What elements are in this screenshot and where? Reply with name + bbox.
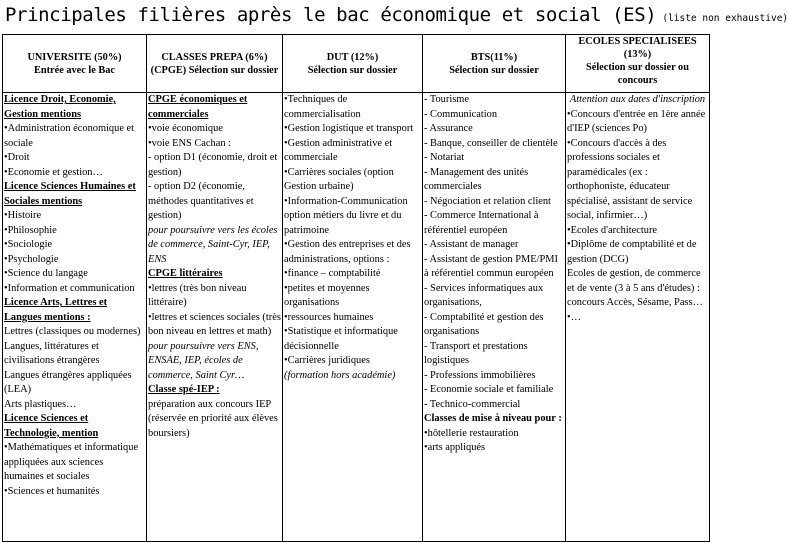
title-main: Principales filières après le bac économique et social (ES) [5,4,657,26]
prepa-note-1: pour poursuivre vers les écoles de commerce, Saint-Cyr, IEP, ENS [148,224,278,265]
university-item: Arts plastiques… [4,398,77,410]
ecoles-item: •Diplôme de comptabilité et de gestion (DCG) [567,239,697,265]
university-heading-1: Licence Droit, Economie, Gestion mentions [4,94,116,120]
bts-item: - Comptabilité et gestion des organisations [424,311,544,337]
university-item: •Administration économique et sociale [4,123,135,149]
university-heading-3: Licence Arts, Lettres et Langues mentions : [4,297,108,323]
university-item: Langues étrangères appliquées (LEA) [4,369,132,395]
bts-item: •hôtellerie restauration [424,427,519,439]
university-item: •Sciences et humanités [4,485,100,497]
dut-item: •Techniques de commercialisation [284,94,361,120]
university-item: •Histoire [4,210,42,221]
col-dut [283,93,423,542]
ecoles-item: •… [567,311,582,323]
prepa-item: - option D1 (économie, droit et gestion) [148,152,278,178]
col-universite [3,93,147,542]
university-heading-2: Licence Sciences Humaines et Sociales mentions [4,181,136,207]
bts-item: •arts appliqués [424,442,486,453]
university-item: Langues, littératures et civilisations étrangères [4,340,100,366]
bts-item: - Transport et prestations logistiques [424,340,528,366]
prepa-item: •voie ENS Cachan : [148,137,231,149]
bts-item: - Technico-commercial [424,398,521,410]
bts-item: - Assurance [424,123,473,134]
header-universite: UNIVERSITE (50%) Entrée avec le Bac [3,35,147,93]
page-title [5,4,788,30]
header-row [3,35,710,93]
bts-item: - Professions immobilières [424,369,536,381]
bts-item: - Communication [424,108,498,120]
col-ecoles [566,93,710,542]
filieres-table [2,34,710,542]
ecoles-item: Ecoles de gestion, de commerce et de vente (3 à 5 ans d'études) : concours Accès, Sésame, Pass… [567,268,703,308]
bts-item: - Management des unités commerciales [424,166,529,192]
dut-note: (formation hors académie) [284,369,396,381]
bts-item: - Négociation et relation client [424,195,551,207]
university-item: •Sociologie [4,239,53,250]
prepa-item: •lettres (très bon niveau littéraire) [148,282,247,308]
university-item: •Philosophie [4,224,57,236]
prepa-note-2: pour poursuivre vers ENS, ENSAE, IEP, écoles de commerce, Saint Cyr… [148,340,259,381]
prepa-heading-1: CPGE économiques et commerciales [148,94,248,120]
university-item: •Science du langage [4,268,88,279]
bts-item: - Assistant de manager [424,239,519,250]
dut-item: •Gestion logistique et transport [284,123,414,134]
ecoles-item: •Concours d'accès à des professions sociales et paramédicales (ex : orthophoniste, éducateur spécialisé, assistant de service social, infirmier…) [567,137,693,221]
university-item: •Information et communication [4,282,135,294]
bts-item: - Economie sociale et familiale [424,384,554,395]
dut-item: •Gestion des entreprises et des administrations, options : [284,239,411,265]
col-bts [423,93,566,542]
prepa-item: •lettres et sciences sociales (très bon niveau en lettres et math) [148,311,281,337]
content-row [3,93,710,542]
dut-item: •ressources humaines [284,311,374,323]
dut-item: •Statistique et informatique décisionnelle [284,326,398,352]
ecoles-item: •Concours d'entrée en 1ère année d'IEP (sciences Po) [567,108,706,134]
dut-item: •petites et moyennes organisations [284,282,370,308]
bts-item: - Commerce International à référentiel européen [424,210,539,236]
title-note: (liste non exhaustive) [662,13,788,24]
header-prepa: CLASSES PREPA (6%) (CPGE) Sélection sur dossier [147,35,283,93]
col-prepa [147,93,283,542]
university-item: Lettres (classiques ou modernes) [4,326,141,337]
ecoles-attention: Attention aux dates d'inscription [569,94,706,105]
bts-item: - Assistant de gestion PME/PMI à référentiel commun européen [424,253,558,279]
prepa-item: - option D2 (économie, méthodes quantitatives et gestion) [148,181,254,221]
prepa-heading-3: Classe spé-IEP : [148,384,220,395]
university-item: •Mathématiques et informatique appliquées aux sciences humaines et sociales [4,442,139,482]
university-item: •Psychologie [4,253,59,265]
dut-item: •Information-Communication option métiers du livre et du patrimoine [284,195,408,236]
dut-item: •Carrières sociales (option Gestion urbaine) [284,166,394,192]
header-ecoles: ECOLES SPECIALISEES (13%) Sélection sur dossier ou concours [566,35,710,93]
university-heading-4: Licence Sciences et Technologie, mention [4,413,99,439]
bts-heading-2: Classes de mise à niveau pour : [424,413,562,424]
dut-item: •Carrières juridiques [284,355,370,366]
prepa-text-3: préparation aux concours IEP (réservée en priorité aux élèves boursiers) [148,398,278,439]
ecoles-item: •Ecoles d'architecture [567,224,658,236]
dut-item: •finance – comptabilité [284,268,381,279]
bts-item: - Notariat [424,152,465,163]
university-item: •Economie et gestion… [4,166,103,178]
dut-item: •Gestion administrative et commerciale [284,137,393,163]
header-dut: DUT (12%) Sélection sur dossier [283,35,423,93]
header-bts: BTS(11%) Sélection sur dossier [423,35,566,93]
prepa-item: •voie économique [148,123,223,134]
bts-item: - Tourisme [424,94,469,105]
prepa-heading-2: CPGE littéraires [148,268,223,279]
bts-item: - Services informatiques aux organisations, [424,282,544,308]
university-item: •Droit [4,152,30,163]
bts-item: - Banque, conseiller de clientèle [424,137,558,149]
